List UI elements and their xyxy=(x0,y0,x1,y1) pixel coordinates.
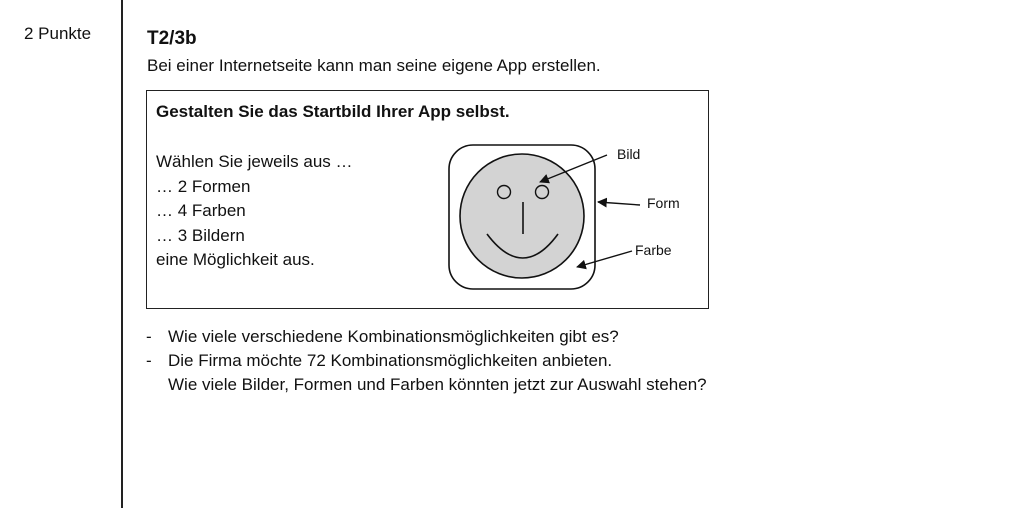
choice-line: … 2 Formen xyxy=(156,176,251,196)
question-item xyxy=(146,349,707,397)
arrow-form xyxy=(598,202,640,205)
choice-line: … 4 Farben xyxy=(156,201,246,220)
smiley-face-icon xyxy=(460,154,584,278)
task-box xyxy=(146,90,709,309)
label-bild: Bild xyxy=(617,146,641,162)
choice-line: Wählen Sie jeweils aus … xyxy=(156,152,353,171)
task-intro: Bei einer Internetseite kann man seine eigene App erstellen. xyxy=(147,56,601,75)
question-text: Wie viele Bilder, Formen und Farben könnten jetzt zur Auswahl stehen? xyxy=(168,375,707,394)
choice-line: … 3 Bildern xyxy=(156,225,245,245)
label-form: Form xyxy=(647,195,680,211)
app-icon-figure xyxy=(147,91,707,307)
question-text: Wie viele verschiedene Kombinationsmöglichkeiten gibt es? xyxy=(168,327,619,346)
choice-line: eine Möglichkeit aus. xyxy=(156,250,315,269)
points-label: 2 Punkte xyxy=(24,24,92,43)
question-list xyxy=(146,325,707,397)
question-text: Die Firma möchte 72 Kombinationsmöglichkeiten anbieten. xyxy=(168,351,613,370)
margin-divider xyxy=(121,0,123,508)
bullet-dash: - xyxy=(146,351,152,370)
task-id: T2/3b xyxy=(147,28,197,49)
question-item xyxy=(146,325,707,349)
label-farbe: Farbe xyxy=(635,242,672,258)
box-title: Gestalten Sie das Startbild Ihrer App selbst. xyxy=(156,102,510,121)
bullet-dash: - xyxy=(146,327,152,346)
